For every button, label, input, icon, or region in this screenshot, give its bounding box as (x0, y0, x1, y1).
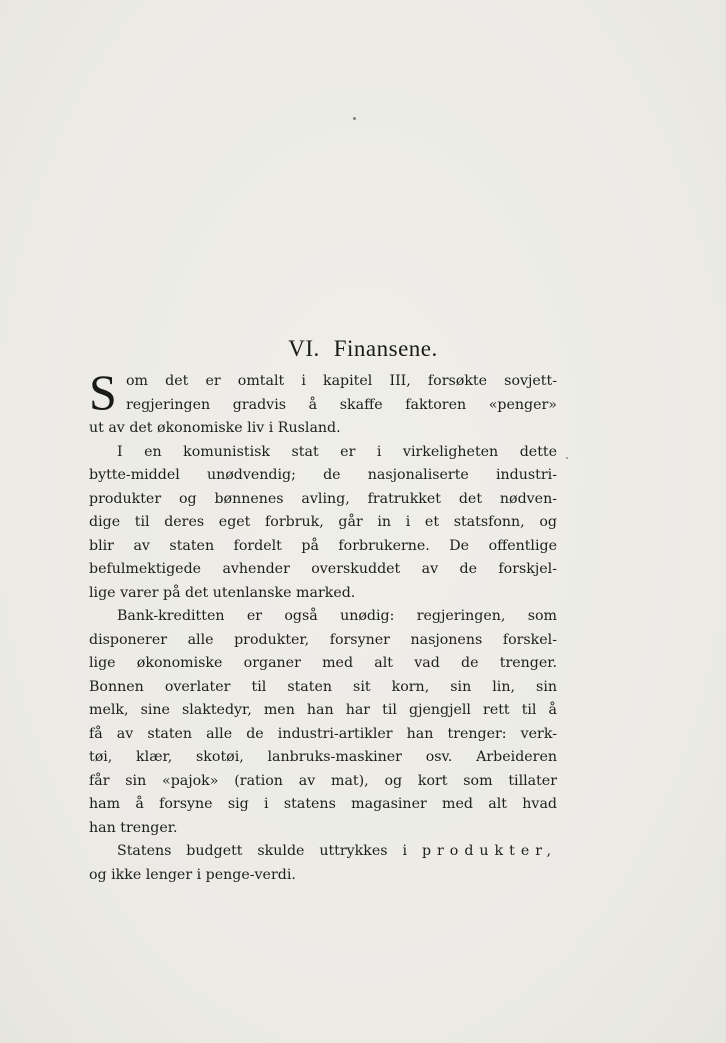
text-line: få av staten alle de industri-artikler han trenger: verk- (89, 725, 557, 742)
text-line: Bank-kreditten er også unødig: regjeringen, som (117, 608, 557, 624)
chapter-heading (0, 336, 726, 362)
body-text (89, 364, 557, 887)
text-line: han trenger. (89, 819, 178, 836)
text-line: lige økonomiske organer med alt vad de trenger. (89, 655, 557, 671)
text-line: ut av det økonomiske liv i Rusland. (89, 420, 341, 436)
text-line: I en komunistisk stat er i virkeligheten dette (117, 443, 557, 460)
text-line: melk, sine slaktedyr, men han har til gjengjell rett til å (89, 702, 557, 718)
paragraph-3 (89, 605, 557, 840)
paragraph-4 (89, 840, 557, 887)
text-line: regjeringen gradvis å skaffe faktoren «penger» (126, 396, 557, 413)
text-segment: Statens budgett skulde uttrykkes i (117, 843, 408, 859)
dropcap-block (89, 364, 557, 420)
text-line (89, 840, 557, 864)
ink-speck (566, 457, 568, 459)
text-line: og ikke lenger i penge-verdi. (89, 866, 296, 883)
text-line: disponerer alle produkter, forsyner nasjonens forskel- (89, 631, 557, 648)
text-line: befulmektigede avhender overskuddet av de forskjel- (89, 561, 557, 577)
text-line: lige varer på det utenlanske marked. (89, 584, 356, 601)
text-line: dige til deres eget forbruk, går in i et statsfonn, og (89, 514, 557, 530)
ink-speck (353, 117, 356, 120)
spaced-emphasis: produkter, (421, 843, 557, 859)
drop-cap: S (89, 364, 117, 420)
paragraph-1 (89, 364, 557, 441)
text-line: om det er omtalt i kapitel III, forsøkte sovjett- (126, 373, 557, 389)
paragraph-2 (89, 441, 557, 606)
chapter-number: VI. (288, 336, 320, 361)
text-line: produkter og bønnenes avling, fratrukket det nødven- (89, 490, 557, 507)
text-line: ham å forsyne sig i statens magasiner med alt hvad (89, 796, 557, 812)
text-line: Bonnen overlater til staten sit korn, sin lin, sin (89, 678, 557, 695)
chapter-title: Finansene. (333, 336, 438, 361)
text-line: blir av staten fordelt på forbrukerne. De offentlige (89, 537, 557, 554)
text-line: får sin «pajok» (ration av mat), og kort som tillater (89, 772, 557, 789)
text-line: bytte-middel unødvendig; de nasjonaliserte industri- (89, 467, 557, 483)
text-line: tøi, klær, skotøi, lanbruks-maskiner osv. Arbeideren (89, 749, 557, 765)
